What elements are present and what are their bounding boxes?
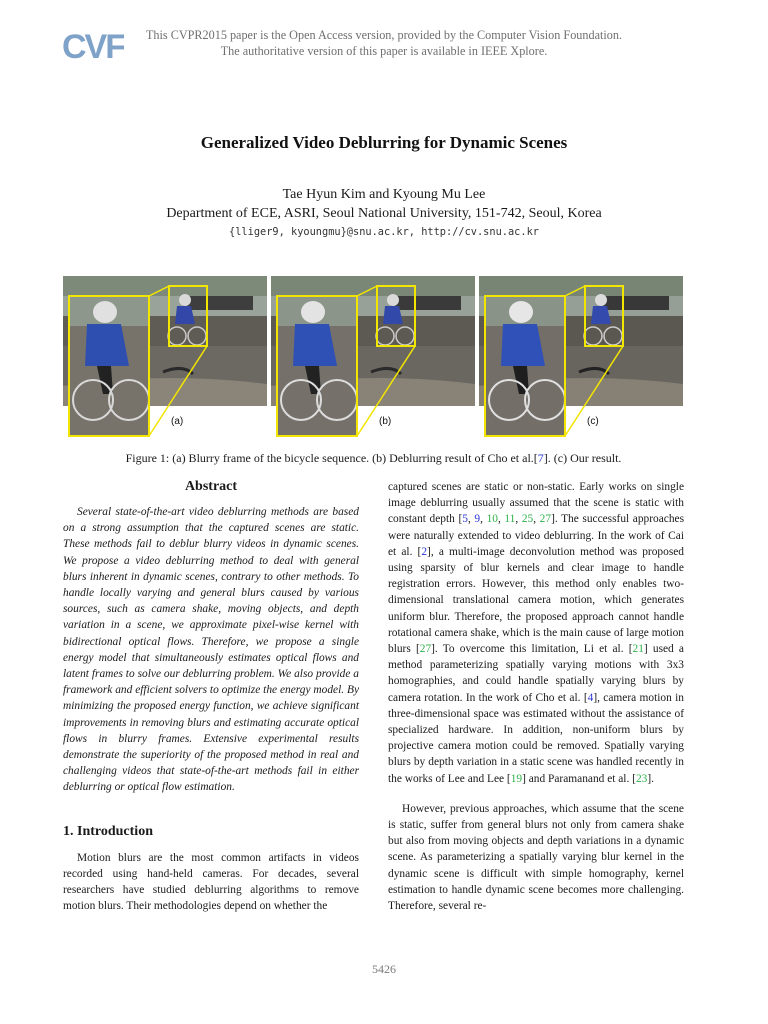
intro-paragraph-2: However, previous approaches, which assume that the scene is static, suffer from general blurs not only from camera shake but also from moving objects and depth variations in a dynamic scene. As parameterizing a spatially varying blur kernel in the dynamic scene is difficult with simple homography, kernel estimation to handle dynamic scene becomes more challenging. Therefore, several re- bbox=[388, 802, 684, 913]
cvf-logo bbox=[62, 26, 124, 66]
citation-link[interactable]: 25 bbox=[521, 513, 534, 526]
paragraph-text: ] and Paramanand et al. [ bbox=[522, 772, 636, 785]
figure-caption bbox=[63, 451, 684, 466]
paragraph-text: ]. To overcome this limitation, Li et al. [ bbox=[431, 643, 633, 656]
citation-link[interactable]: 5 bbox=[462, 513, 468, 526]
bicycle-scene-image bbox=[479, 276, 683, 438]
citation-link[interactable]: 19 bbox=[510, 772, 523, 785]
figure-1 bbox=[63, 276, 684, 438]
citation-link[interactable]: 27 bbox=[419, 643, 432, 656]
bicycle-scene-image bbox=[63, 276, 267, 438]
bicycle-scene-image bbox=[271, 276, 475, 438]
citation-link[interactable]: 27 bbox=[539, 513, 552, 526]
emails: {lliger9, kyoungmu}@snu.ac.kr, http://cv.snu.ac.kr bbox=[229, 226, 539, 238]
open-access-banner bbox=[128, 27, 640, 59]
citation-link[interactable]: 4 bbox=[587, 691, 594, 704]
paragraph-text: ], a multi-image deconvolution method was proposed using sparsity of blur kernels and clear image to handle registration errors. However, this method only enables two-dimensional translational camera motion, which generates uniform blur. Therefore, the proposed approach cannot handle rotational camera shake, which is the main cause of large motion blurs [ bbox=[388, 545, 684, 656]
paper-title: Generalized Video Deblurring for Dynamic Scenes bbox=[200, 133, 568, 152]
right-column bbox=[388, 479, 684, 914]
paragraph-text: ]. The successful approaches were naturally extended to video deblurring. In the work of Cai et al. [ bbox=[388, 513, 685, 558]
abstract-heading: Abstract bbox=[184, 479, 238, 494]
figure-label-b: (b) bbox=[379, 416, 392, 427]
paragraph-text: ], camera motion in three-dimensional space was estimated without the assistance of specialized hardware. In addition, non-uniform blurs by projective camera motion could be removed. Spatially varying blurs by depth variation in a static scene was handled recently in the works of Lee and Lee [ bbox=[388, 691, 684, 785]
citation-link[interactable]: 11 bbox=[504, 513, 516, 526]
page-number: 5426 bbox=[372, 962, 396, 976]
paragraph-text: ]. bbox=[647, 772, 655, 785]
citation-link[interactable]: 21 bbox=[632, 643, 644, 656]
figure-panel-c bbox=[479, 276, 683, 438]
author-block bbox=[0, 185, 768, 223]
introduction-heading: 1. Introduction bbox=[63, 823, 153, 839]
citation-link[interactable]: 9 bbox=[474, 513, 481, 526]
cvf-logo-text: CVF bbox=[62, 28, 124, 66]
banner-line-1: This CVPR2015 paper is the Open Access version, provided by the Computer Vision Foundation. bbox=[145, 28, 622, 42]
affiliation: Department of ECE, ASRI, Seoul National University, 151-742, Seoul, Korea bbox=[166, 206, 602, 221]
citation-link[interactable]: 7 bbox=[537, 451, 544, 465]
paragraph-text: ] used a method parameterizing spatially varying motions with 3x3 homographies, and could handle spatially varying blurs by camera rotation. In the work of Cho et al. [ bbox=[388, 643, 684, 704]
authors: Tae Hyun Kim and Kyoung Mu Lee bbox=[282, 187, 486, 202]
figure-panel-b bbox=[271, 276, 475, 438]
citation-link[interactable]: 23 bbox=[635, 772, 648, 785]
paragraph-text: captured scenes are static or non-static. Early works on single image deblurring usually assumed that the scene is static with constant depth [ bbox=[388, 481, 684, 526]
banner-line-2: The authoritative version of this paper is available in IEEE Xplore. bbox=[220, 44, 548, 58]
left-column bbox=[63, 479, 359, 914]
figure-label-c: (c) bbox=[587, 416, 599, 427]
intro-paragraph-continued: captured scenes are static or non-static. Early works on single image deblurring usually assumed that the scene is static with constant depth [5, 9, 10, 11, 25, 27]. The successful approaches were naturally extended to video deblurring. In the work of Cai et al. [2], a multi-image deconvolution method was proposed using sparsity of blur kernels and clear image to handle registration errors. However, this method only enables two-dimensional translational camera motion, which generates uniform blur. Therefore, the proposed approach cannot handle rotational camera shake, which is the main cause of large motion blurs [27]. To overcome this limitation, Li et al. [21] used a method parameterizing spatially varying motions with 3x3 homographies, and could handle spatially varying blurs by camera rotation. In the work of Cho et al. [4], camera motion in three-dimensional space was estimated without the assistance of specialized hardware. In addition, non-uniform blurs by projective camera motion could be removed. Spatially varying blurs by depth variation in a static scene was handled recently in the works of Lee and Lee [19] and Paramanand et al. [23]. bbox=[388, 481, 685, 785]
caption-text: Figure 1: (a) Blurry frame of the bicycle sequence. (b) Deblurring result of Cho et al.[ bbox=[125, 451, 538, 465]
citation-link[interactable]: 10 bbox=[486, 513, 498, 526]
abstract-text: Several state-of-the-art video deblurring methods are based on a strong assumption that the captured scenes are static. These methods fail to deblur blurry videos in dynamic scenes. We propose a video deblurring method to deal with general blurs inherent in dynamic scenes, contrary to other methods. To handle locally varying and general blurs caused by various sources, such as camera shake, moving objects, and depth variation in a scene, we approximate pixel-wise kernel with bidirectional optical flows. Therefore, we propose a single energy model that simultaneously estimates optical flows and latent frames to solve our deblurring problem. We also provide a framework and efficient solvers to optimize the energy model. By minimizing the proposed energy function, we achieve significant improvements in removing blurs and estimating accurate optical flows in blurry frames. Extensive experimental results demonstrate the superiority of the proposed method in real and challenging videos that state-of-the-art methods fail in either deblurring or optical flow estimation. bbox=[63, 506, 359, 794]
caption-text: ]. (c) Our result. bbox=[543, 451, 622, 465]
figure-label-a: (a) bbox=[171, 416, 184, 427]
citation-link[interactable]: 2 bbox=[421, 545, 428, 558]
figure-panel-a bbox=[63, 276, 267, 438]
introduction-paragraph: Motion blurs are the most common artifacts in videos recorded using hand-held cameras. For decades, several researchers have studied deblurring algorithms to remove motion blurs. Their methodologies depend on whether the bbox=[63, 851, 359, 913]
